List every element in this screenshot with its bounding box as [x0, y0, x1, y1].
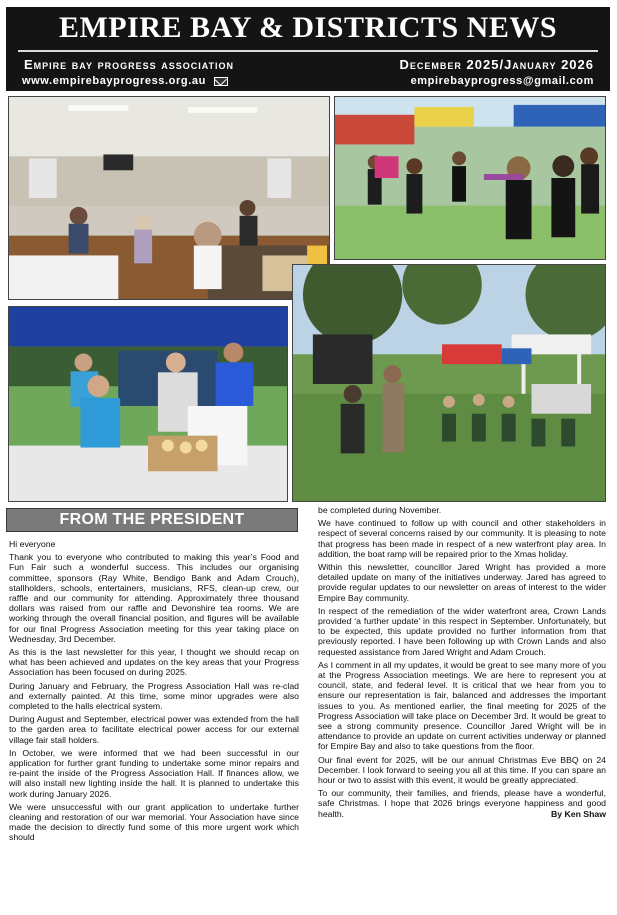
organisation-name: Empire bay progress association [24, 57, 235, 72]
article-heading: FROM THE PRESIDENT [6, 508, 298, 532]
paragraph: We were unsuccessful with our grant application to undertake further cleaning and restoration of our war memorial. Your Association have since made the decision to directly fund some of this more urgent work which should [9, 801, 299, 843]
hall-market-photo [8, 96, 330, 300]
string-ensemble-photo [334, 96, 606, 260]
paragraph: During August and September, electrical power was extended from the hall to the garden area to facilitate electrical power access for our external village fair stall holders. [9, 714, 299, 745]
paragraph: In October, we were informed that we had been successful in our application for further grant funding to undertake some minor repairs and re-paint the inside of the Progress Association Hall. If finances allow, we will also install new lighting inside the hall. It is planned to undertake this work during January 2026. [9, 747, 299, 799]
author-signature: By Ken Shaw [550, 808, 606, 819]
paragraph: As I comment in all my updates, it would be great to see many more of you at the Progress Association meetings. We are here to represent you at council, state, and federal level. It is critical that we hear from you to ensure our representation is fair, balanced and addresses the important issues to you. As mentioned earlier, the final meeting for 2025 of the Progress Association will take place on December 3rd. It would be great to see a strong community presence. Councillor Jared Wright will be in attendance to provide an update on current activities underway or planned for Empire Bay and also to take questions from the floor. [318, 659, 606, 752]
closing-paragraph [318, 788, 606, 819]
newsletter-title: EMPIRE BAY & DISTRICTS NEWS [58, 11, 558, 44]
paragraph: In respect of the remediation of the wider waterfront area, Crown Lands provided ‘a further update’ in this respect in September. Unfortunately, but to be expected, this update provided no further information from that previously reported. I have been following up with Crown Lands and also requested assistance from Jared Wright and Adam Crouch. [318, 605, 606, 657]
mail-icon [214, 77, 228, 86]
paragraph: be completed during November. [318, 505, 442, 515]
masthead-divider [18, 50, 598, 52]
paragraph: Our final event for 2025, will be our annual Christmas Eve BBQ on 24 December. I look forward to seeing you all at this time. If you can spare an hour or two to assist with this event, it would be greatly appreciated. [318, 754, 606, 786]
paragraph: Within this newsletter, councillor Jared Wright has provided a more detailed update on many of the initiatives underway. Jared has agreed to provide regular updates to our newsletter on areas of interest to the wider Empire Bay community. [318, 562, 606, 603]
crowd-under-trees-photo [292, 264, 606, 502]
website-link[interactable]: www.empirebayprogress.org.au [22, 75, 206, 87]
paragraph: Thank you to everyone who contributed to making this year’s Food and Fun Fair such a wonderful success. This includes our organising committee, sponsors (Ray White, Bendigo Bank and Adam Crouch), stallholders, schools, entertainers, musicians, RFS, clean-up crew, our raffle and our community for attending. Approximately three thousand dollars was raised from our raffle and Devonshire tea rooms. We are working through the overall financial position, and figures will be available for our final Progress Association meeting for this year taking place on Wednesday, 3rd December. [9, 552, 299, 644]
issue-date: December 2025/January 2026 [399, 57, 594, 72]
greeting: Hi everyone [9, 539, 56, 549]
paragraph: We have continued to follow up with council and other stakeholders in respect of several concerns raised by our community. It is pleasing to note that progress has been made in respect of a new waterfront play area. In addition, the boat ramp will be repaired prior to the Xmas holiday. [318, 518, 606, 559]
article-right-column [318, 505, 606, 822]
paragraph: During January and February, the Progress Association Hall was re-clad and externally painted. At this time, some minor upgrades were also completed to the halls electrical system. [9, 680, 299, 712]
masthead [6, 7, 610, 91]
paragraph: As this is the last newsletter for this year, I thought we should recap on what has been achieved and updates on the key areas that your Progress Association has been focused on during 2025. [9, 647, 299, 678]
article-left-column [9, 539, 299, 846]
volunteers-stall-photo [8, 306, 288, 502]
email-link[interactable]: empirebayprogress@gmail.com [410, 75, 594, 87]
closing-text: To our community, their families, and friends, please have a wonderful, safe Christmas. I hope that 2026 brings everyone happiness and good health. [318, 788, 606, 819]
